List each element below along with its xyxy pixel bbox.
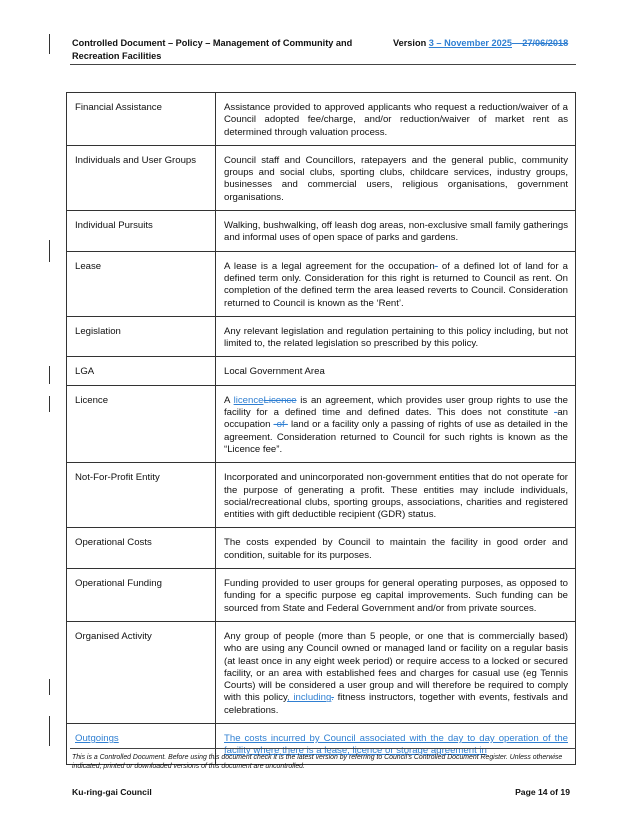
term-licence: Licence xyxy=(67,385,216,462)
change-bar-licence-2 xyxy=(49,396,50,412)
definition-individual-pursuits: Walking, bushwalking, off leash dog areas, non-exclusive small family gatherings and informal uses of open space of parks and gardens. xyxy=(216,211,576,252)
table-row xyxy=(67,251,576,316)
licence-text-b: is an agreement, which provides user group rights to use the facility for a defined time and defined dates. This does not constitute xyxy=(224,394,568,419)
page-number: Page 14 of 19 xyxy=(515,787,570,797)
table-row xyxy=(67,145,576,210)
table-row xyxy=(67,93,576,146)
outgoings-term-inserted: Outgoings xyxy=(75,732,119,744)
lease-text-a: A lease is a legal agreement for the occupation xyxy=(224,260,435,272)
document-version xyxy=(393,37,583,50)
licence-deleted-c: -of- xyxy=(273,419,288,431)
term-operational-costs: Operational Costs xyxy=(67,528,216,569)
definition-individuals-user-groups: Council staff and Councillors, ratepayers and the general public, community groups and social clubs, sporting clubs, childcare services, industry groups, businesses and commercial users, religious organisations, government organisations. xyxy=(216,145,576,210)
lease-text-b: of a defined lot of land for a defined term only. Consideration for this right is returned to Council as rent. On completion of the defined term the area leased reverts to Council. Consideration returned to Council is known as the ‘Rent’. xyxy=(224,260,568,309)
licence-deleted-b: - xyxy=(554,407,558,419)
change-bar-header xyxy=(49,34,50,54)
organisation-name: Ku-ring-gai Council xyxy=(72,787,152,797)
term-operational-funding: Operational Funding xyxy=(67,569,216,622)
definition-legislation: Any relevant legislation and regulation pertaining to this policy including, but not limited to, the related legislation so prescribed by this policy. xyxy=(216,316,576,357)
table-row xyxy=(67,357,576,385)
licence-text-a: A xyxy=(224,394,234,406)
version-label: Version xyxy=(393,38,429,48)
licence-text-c: an occupation xyxy=(224,407,568,431)
term-financial-assistance: Financial Assistance xyxy=(67,93,216,146)
term-legislation: Legislation xyxy=(67,316,216,357)
organised-text-b: fitness instructors, together with events, festivals and celebrations. xyxy=(224,692,568,716)
term-organised-activity: Organised Activity xyxy=(67,621,216,723)
footer-rule xyxy=(70,748,576,749)
version-deleted: – 27/06/2018 xyxy=(512,38,569,48)
definition-licence xyxy=(216,385,576,462)
table-row xyxy=(67,569,576,622)
definition-financial-assistance: Assistance provided to approved applicants who request a reduction/waiver of a Council adopted fee/charge, and/or reduction/waiver of market rent as determined through valuation process. xyxy=(216,93,576,146)
definitions-table xyxy=(66,92,576,765)
version-inserted: 3 – November 2025 xyxy=(428,38,512,48)
licence-deleted-a: Licence xyxy=(263,394,297,406)
definition-lease xyxy=(216,251,576,316)
change-bar-licence-1 xyxy=(49,366,50,384)
term-lease: Lease xyxy=(67,251,216,316)
table-row xyxy=(67,463,576,528)
term-lga: LGA xyxy=(67,357,216,385)
organised-inserted-a: , including xyxy=(287,692,332,704)
organised-deleted-a: . xyxy=(331,692,334,704)
change-bar-outgoings xyxy=(49,716,50,746)
outgoings-text-inserted: The costs incurred by Council associated with the day to day operation of the facility where there is a lease, licence or storage agreement in xyxy=(224,732,568,757)
licence-text-d: land or a facility only a passing of rights of use as detailed in the agreement. Consideration returned to Council for such rights is known as the “Licence fee”. xyxy=(224,419,568,455)
organised-text-a: Any group of people (more than 5 people, or one that is commercially based) who are using any Council owned or managed land or facility on a regular basis (at least once in any eight week period) or require access to a locked or secured facility, or an area with established fees and charges for casual use (eg Tennis Courts) will be considered a user group and will therefore be required to comply with this policy xyxy=(224,630,568,704)
table-row xyxy=(67,316,576,357)
definition-operational-costs: The costs expended by Council to maintain the facility in good order and condition, suitable for its purposes. xyxy=(216,528,576,569)
change-bar-lease xyxy=(49,240,50,262)
header-rule xyxy=(70,64,576,65)
document-title: Controlled Document – Policy – Management of Community and Recreation Facilities xyxy=(72,38,353,61)
controlled-document-note: This is a Controlled Document. Before using this document check it is the latest version by referring to Council’s Controlled Document Register. Unless otherwise indicated, printed or downloaded versions of this document are uncontrolled. xyxy=(72,754,563,770)
lease-deleted-a: - xyxy=(434,260,438,272)
term-individual-pursuits: Individual Pursuits xyxy=(67,211,216,252)
table-row xyxy=(67,385,576,462)
definition-not-for-profit: Incorporated and unincorporated non-government entities that do not operate for the purpose of generating a profit. These entities may include individuals, social/recreational clubs, sporting groups, associations, charities and registered entities with gift deductible recipient (GDR) status. xyxy=(216,463,576,528)
term-individuals-user-groups: Individuals and User Groups xyxy=(67,145,216,210)
definition-operational-funding: Funding provided to user groups for general operating purposes, as opposed to funding for a specific purpose eg capital improvements. Such funding can be sourced from State and Federal Government and/or from private sources. xyxy=(216,569,576,622)
definition-organised-activity xyxy=(216,621,576,723)
term-not-for-profit: Not-For-Profit Entity xyxy=(67,463,216,528)
change-bar-organised xyxy=(49,679,50,695)
table-row xyxy=(67,621,576,723)
table-row xyxy=(67,528,576,569)
definition-lga: Local Government Area xyxy=(216,357,576,385)
licence-inserted-a: licence xyxy=(233,394,264,406)
table-row xyxy=(67,211,576,252)
